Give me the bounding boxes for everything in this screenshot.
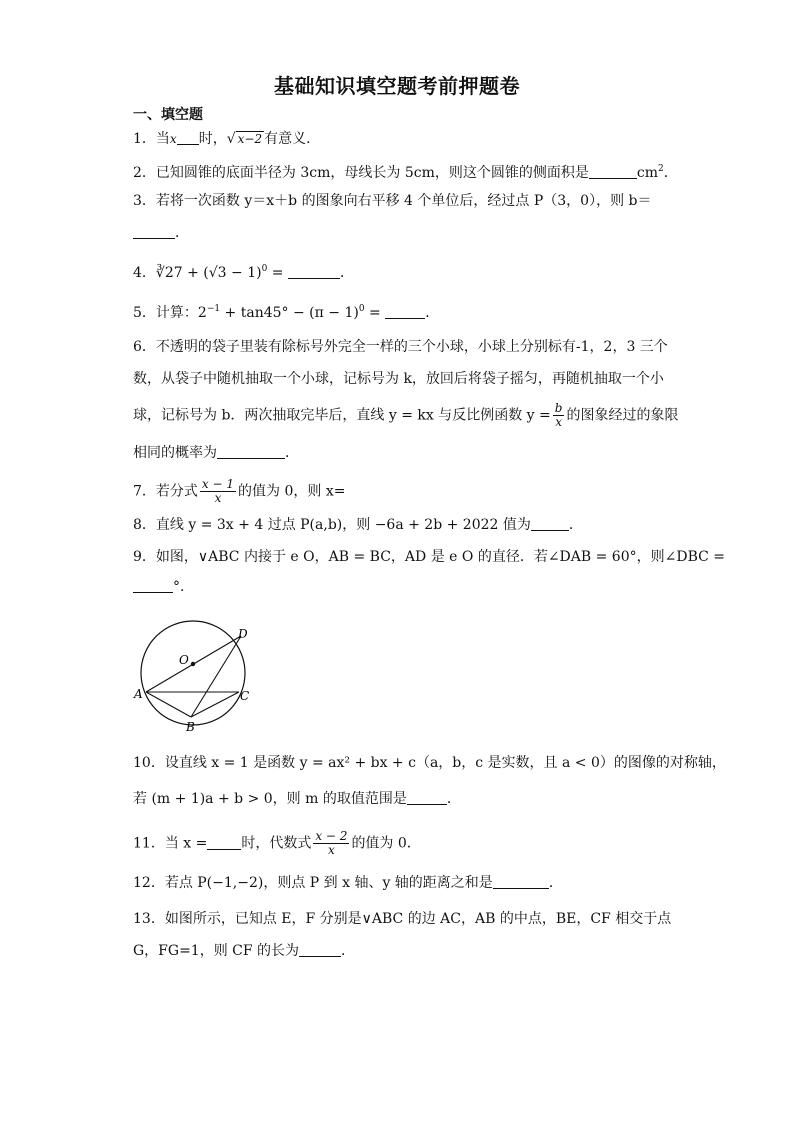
q2-sup: 2 bbox=[657, 164, 664, 174]
question-9-line2 bbox=[133, 576, 673, 598]
q2-unit: cm bbox=[636, 165, 658, 181]
label-o: O bbox=[179, 653, 189, 667]
question-6-line4 bbox=[133, 442, 673, 464]
circle-figure bbox=[128, 618, 258, 738]
q7-fraction bbox=[200, 478, 236, 505]
q12-text: 12．若点 P(−1,−2)，则点 P 到 x 轴、y 轴的距离之和是 bbox=[133, 875, 493, 891]
q13-blank[interactable] bbox=[299, 942, 341, 957]
q13-line2: G，FG=1，则 CF 的长为 bbox=[133, 943, 300, 959]
q5-mid: + tan45° − (π − 1) bbox=[220, 305, 359, 321]
q12-blank[interactable] bbox=[493, 874, 549, 889]
q6-fraction bbox=[553, 402, 565, 429]
q4-blank[interactable] bbox=[288, 264, 340, 279]
q12-end: ． bbox=[548, 875, 563, 891]
question-6 bbox=[133, 336, 673, 358]
q2-text: 2．已知圆锥的底面半径为 3cm，母线长为 5cm，则这个圆锥的侧面积是 bbox=[133, 165, 589, 181]
q8-text: 8．直线 y = 3x + 4 过点 P(a,b)，则 −6a + 2b + 2022 值为 bbox=[133, 517, 531, 533]
q8-blank[interactable] bbox=[531, 516, 569, 531]
q10-blank[interactable] bbox=[407, 790, 447, 805]
question-2 bbox=[133, 158, 678, 184]
question-6-line3 bbox=[133, 401, 679, 429]
q11-frac-den: x bbox=[328, 843, 335, 857]
q1-text: 1．当 bbox=[133, 131, 170, 147]
q1-blank[interactable] bbox=[177, 130, 199, 145]
q3-end: ． bbox=[175, 225, 189, 241]
q1-var: x bbox=[169, 132, 177, 146]
q10-line2: 若 (m + 1)a + b > 0，则 m 的取值范围是 bbox=[133, 791, 407, 807]
q7-frac-num: x − 1 bbox=[201, 477, 235, 491]
center-point bbox=[191, 662, 195, 666]
q6-end: ． bbox=[285, 445, 299, 461]
question-8 bbox=[133, 514, 673, 536]
label-a: A bbox=[134, 687, 143, 701]
q2-blank[interactable] bbox=[589, 164, 637, 179]
q3-blank[interactable] bbox=[133, 224, 175, 239]
q11-pre: 11．当 x = bbox=[133, 835, 208, 852]
label-c: C bbox=[240, 689, 250, 703]
page-title: 基础知识填空题考前押题卷 bbox=[274, 74, 520, 98]
q9-blank[interactable] bbox=[133, 578, 173, 593]
question-4 bbox=[133, 258, 673, 284]
q10-end: ． bbox=[446, 791, 461, 807]
q5-blank[interactable] bbox=[385, 304, 425, 319]
q4-sup: 0 bbox=[261, 264, 268, 274]
q1-sqrt: x−2 bbox=[237, 132, 263, 146]
q5-eq: = bbox=[364, 305, 386, 321]
question-5 bbox=[133, 298, 673, 324]
label-d: D bbox=[238, 627, 248, 641]
q6-blank[interactable] bbox=[217, 444, 285, 459]
question-6-line2 bbox=[133, 368, 673, 390]
q6-line3b: 的图象经过的象限 bbox=[566, 407, 679, 424]
q5-sup: −1 bbox=[206, 304, 221, 314]
q5-sup2: 0 bbox=[358, 304, 365, 314]
question-7 bbox=[133, 478, 673, 505]
q2-end: ． bbox=[663, 165, 678, 181]
q11-fraction bbox=[313, 830, 349, 857]
label-b: B bbox=[186, 720, 195, 734]
q11-frac-num: x − 2 bbox=[315, 829, 348, 843]
q13-end: ． bbox=[341, 943, 356, 959]
section-heading: 一、填空题 bbox=[133, 107, 203, 123]
circle-o bbox=[141, 621, 245, 725]
q6-line2: 数，从袋子中随机抽取一个小球，记标号为 k，放回后将袋子摇匀，再随机抽取一个小 bbox=[133, 371, 664, 387]
q11-blank[interactable] bbox=[207, 835, 241, 850]
q7-frac-den: x bbox=[214, 491, 222, 505]
q11-post: 的值为 0． bbox=[351, 835, 421, 852]
q7-pre: 7．若分式 bbox=[133, 483, 198, 500]
q9-end: °． bbox=[173, 579, 194, 595]
q10-line1: 10．设直线 x = 1 是函数 y = ax² + bx + c（a，b，c 是实数，且 a < 0）的图像的对称轴， bbox=[133, 755, 726, 771]
chord-ab bbox=[146, 692, 191, 717]
q1-mid: 时， bbox=[198, 131, 227, 147]
question-10-line2 bbox=[133, 788, 673, 810]
q4-text: 4．∛27 + (√3 − 1) bbox=[133, 265, 262, 281]
q1-end: 有意义． bbox=[264, 131, 321, 147]
q4-eq: = bbox=[267, 265, 288, 281]
q8-end: ． bbox=[568, 517, 583, 533]
q5-text: 5．计算：2 bbox=[133, 305, 207, 321]
q9-line1: 9．如图，∨ABC 内接于 e O，AB = BC，AD 是 e O 的直径．若∠DAB = 60°，则∠DBC = bbox=[133, 549, 726, 565]
question-1: 1．当x 时，√ x−2 有意义． bbox=[133, 131, 321, 147]
q7-post: 的值为 0，则 x= bbox=[238, 483, 346, 500]
q6-frac-num: b bbox=[554, 401, 563, 415]
q13-line1: 13．如图所示，已知点 E，F 分别是∨ABC 的边 AC，AB 的中点，BE，CF 相交于点 bbox=[133, 911, 672, 927]
question-12 bbox=[133, 872, 673, 894]
question-10 bbox=[133, 752, 726, 774]
question-13 bbox=[133, 908, 673, 930]
q5-end: ． bbox=[425, 305, 440, 321]
question-3-line2 bbox=[133, 222, 673, 244]
question-9 bbox=[133, 546, 726, 568]
q4-end: ． bbox=[339, 265, 354, 281]
q3-line1: 3．若将一次函数 y＝x＋b 的图象向右平移 4 个单位后，经过点 P（3，0），则 b＝ bbox=[133, 193, 652, 209]
question-3 bbox=[133, 190, 673, 212]
question-13-line2 bbox=[133, 940, 673, 962]
q11-mid: 时，代数式 bbox=[241, 835, 312, 852]
q6-frac-den: x bbox=[555, 415, 563, 429]
q6-line4: 相同的概率为 bbox=[133, 445, 217, 461]
q6-line3a: 球，记标号为 b．两次抽取完毕后，直线 y = kx 与反比例函数 y = bbox=[133, 407, 551, 424]
q6-line1: 6．不透明的袋子里装有除标号外完全一样的三个小球，小球上分别标有-1，2，3 三个 bbox=[133, 339, 668, 355]
question-11 bbox=[133, 830, 673, 857]
